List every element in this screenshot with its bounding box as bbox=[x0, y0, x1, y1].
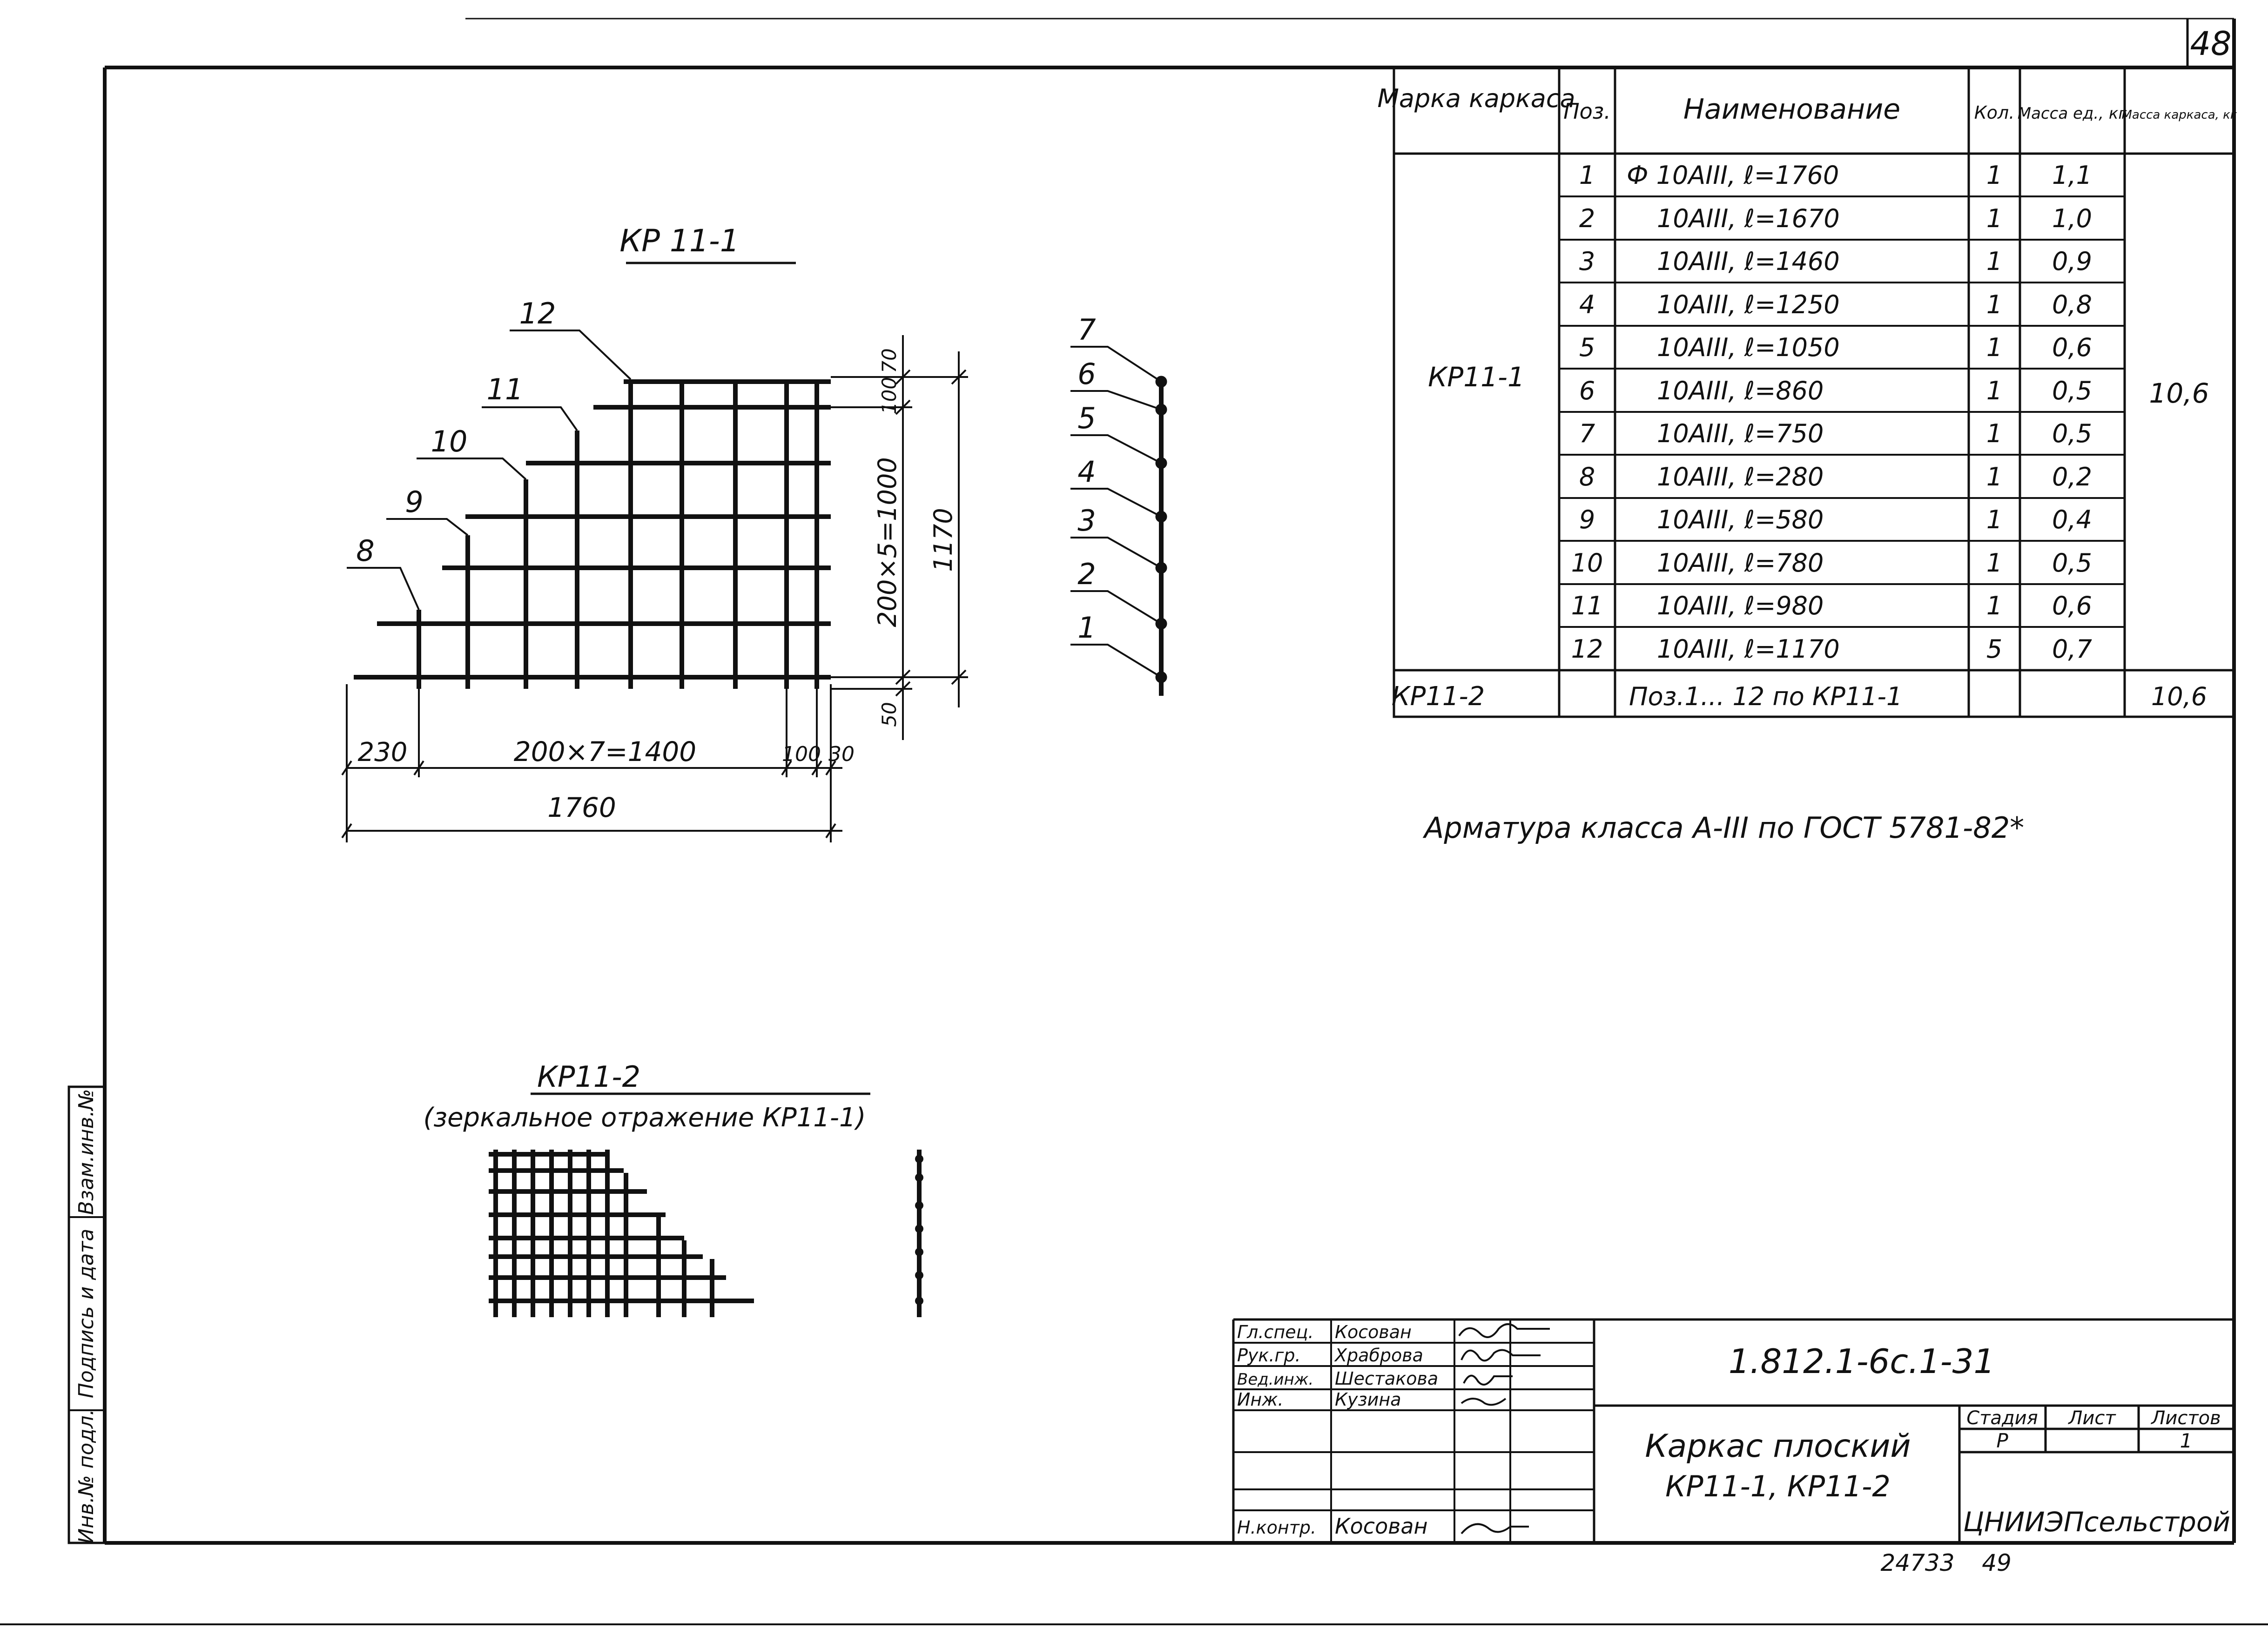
dim-right-b: 30 bbox=[828, 742, 855, 766]
stage-label: Стадия bbox=[1966, 1407, 2038, 1429]
header-mass-total: Масса каркаса, кг bbox=[2121, 108, 2237, 122]
inventory-number: 24733 bbox=[1880, 1549, 1955, 1576]
mass-total-kp11-1: 10,6 bbox=[2149, 377, 2209, 409]
mark-9: 9 bbox=[405, 485, 424, 519]
row-pos: 10 bbox=[1571, 548, 1603, 578]
header-pos: Поз. bbox=[1563, 99, 1611, 124]
dim-total-height: 1170 bbox=[929, 508, 958, 572]
mark-3: 3 bbox=[1077, 504, 1096, 538]
dim-span: 200×7=1400 bbox=[513, 736, 697, 767]
stage-value: Р bbox=[1996, 1429, 2008, 1452]
side-view-2 bbox=[915, 1150, 923, 1317]
dim-top-a: 70 bbox=[878, 348, 901, 373]
row-qty: 1 bbox=[1986, 505, 2003, 534]
side-stamp-signature: Подпись и дата bbox=[74, 1228, 98, 1399]
row-qty: 1 bbox=[1986, 204, 2003, 233]
row-kp11-2-name: Поз.1... 12 по КР11-1 bbox=[1629, 682, 1903, 711]
mark-kp11-1: КР11-1 bbox=[1428, 361, 1525, 393]
tb-name-4: Кузина bbox=[1335, 1389, 1401, 1410]
row-mass: 0,5 bbox=[2052, 419, 2092, 448]
mark-kp11-2: КР11-2 bbox=[1391, 681, 1485, 712]
spec-table bbox=[1377, 67, 2237, 717]
doc-code: 1.812.1-6с.1-31 bbox=[1728, 1342, 1995, 1381]
row-mass: 0,2 bbox=[2052, 462, 2092, 491]
mark-5: 5 bbox=[1077, 401, 1096, 435]
row-pos: 4 bbox=[1579, 290, 1595, 319]
row-qty: 5 bbox=[1986, 634, 2003, 664]
row-pos: 5 bbox=[1579, 333, 1595, 362]
title-line-2: КР11-1, КР11-2 bbox=[1665, 1469, 1891, 1503]
row-qty: 1 bbox=[1986, 333, 2003, 362]
mark-1: 1 bbox=[1077, 611, 1096, 645]
row-name: 10АIII, ℓ=280 bbox=[1657, 462, 1824, 491]
row-mass: 0,5 bbox=[2052, 376, 2092, 405]
row-pos: 6 bbox=[1579, 376, 1595, 405]
mark-4: 4 bbox=[1077, 455, 1096, 489]
row-qty: 1 bbox=[1986, 247, 2003, 276]
mark-6: 6 bbox=[1077, 357, 1096, 391]
tb-name-2: Храброва bbox=[1335, 1345, 1423, 1366]
row-name: 10АIII, ℓ=980 bbox=[1657, 591, 1824, 620]
row-mass: 0,8 bbox=[2052, 290, 2092, 319]
frame-drawing-kp11-2 bbox=[423, 1060, 923, 1317]
sheet-label: Лист bbox=[2068, 1407, 2116, 1429]
row-qty: 1 bbox=[1986, 376, 2003, 405]
row-qty: 1 bbox=[1986, 548, 2003, 578]
row-pos: 1 bbox=[1579, 161, 1595, 190]
mark-12: 12 bbox=[519, 296, 556, 330]
drawing2-subtitle: (зеркальное отражение КР11-1) bbox=[423, 1103, 866, 1133]
row-qty: 1 bbox=[1986, 591, 2003, 620]
rebar-mesh-2 bbox=[489, 1150, 754, 1317]
dim-vertical-span: 200×5=1000 bbox=[873, 457, 902, 627]
row-mass: 1,0 bbox=[2052, 204, 2092, 233]
mark-11: 11 bbox=[486, 372, 524, 406]
tb-name-3: Шестакова bbox=[1335, 1368, 1439, 1389]
row-mass: 0,9 bbox=[2052, 247, 2092, 276]
tb-role-3: Вед.инж. bbox=[1237, 1370, 1314, 1389]
title-line-1: Каркас плоский bbox=[1645, 1428, 1911, 1465]
tb-role-2: Рук.гр. bbox=[1237, 1345, 1301, 1366]
tb-name-1: Косован bbox=[1335, 1322, 1412, 1342]
side-stamp-inv: Инв.№ подл. bbox=[74, 1409, 98, 1544]
rebar-note: Арматура класса А-III по ГОСТ 5781-82* bbox=[1424, 811, 2025, 845]
row-pos: 9 bbox=[1579, 505, 1595, 534]
mark-7: 7 bbox=[1077, 313, 1096, 347]
row-name: 10АIII, ℓ=1670 bbox=[1657, 204, 1840, 233]
row-mass: 0,7 bbox=[2052, 634, 2092, 664]
row-name: 10АIII, ℓ=580 bbox=[1657, 505, 1824, 534]
tb-name-7: Косован bbox=[1335, 1514, 1428, 1539]
page-number: 48 bbox=[2190, 25, 2232, 63]
row-qty: 1 bbox=[1986, 161, 2003, 190]
row-name: 10АIII, ℓ=1460 bbox=[1657, 247, 1840, 276]
drawing1-title: КР 11-1 bbox=[619, 223, 740, 259]
row-name: 10АIII, ℓ=1050 bbox=[1657, 333, 1840, 362]
row-mass: 0,6 bbox=[2052, 333, 2092, 362]
row-qty: 1 bbox=[1986, 290, 2003, 319]
dim-total-width: 1760 bbox=[547, 792, 616, 823]
mass-total-kp11-2: 10,6 bbox=[2151, 682, 2207, 711]
dim-right-a: 100 bbox=[782, 742, 821, 766]
drawing2-title: КР11-2 bbox=[537, 1060, 641, 1094]
row-name: Ф 10АIII, ℓ=1760 bbox=[1627, 161, 1839, 190]
header-qty: Кол. bbox=[1974, 102, 2015, 123]
mark-8: 8 bbox=[356, 534, 375, 568]
rebar-mesh-1 bbox=[354, 379, 831, 689]
sheets-label: Листов bbox=[2151, 1407, 2221, 1429]
archive-number: 49 bbox=[1982, 1549, 2012, 1576]
row-mass: 0,4 bbox=[2052, 505, 2092, 534]
signatures bbox=[1459, 1324, 1550, 1534]
row-name: 10АIII, ℓ=750 bbox=[1657, 419, 1824, 448]
row-pos: 11 bbox=[1571, 591, 1603, 620]
mark-10: 10 bbox=[431, 424, 468, 458]
row-qty: 1 bbox=[1986, 419, 2003, 448]
row-pos: 8 bbox=[1579, 462, 1595, 491]
header-name: Наименование bbox=[1683, 93, 1901, 126]
spec-row-lines bbox=[1559, 196, 2125, 627]
row-mass: 1,1 bbox=[2052, 161, 2092, 190]
frame-drawing-kp11-1 bbox=[342, 223, 1167, 842]
title-block bbox=[1233, 1319, 2234, 1543]
row-qty: 1 bbox=[1986, 462, 2003, 491]
row-pos: 12 bbox=[1571, 634, 1603, 664]
row-mass: 0,6 bbox=[2052, 591, 2092, 620]
row-pos: 2 bbox=[1579, 204, 1595, 233]
tb-role-1: Гл.спец. bbox=[1237, 1322, 1314, 1342]
header-mass-unit: Масса ед., кг bbox=[2017, 104, 2127, 123]
header-mark: Марка каркаса bbox=[1377, 84, 1575, 113]
org-name: ЦНИИЭПсельстрой bbox=[1963, 1506, 2231, 1538]
row-name: 10АIII, ℓ=1170 bbox=[1657, 634, 1840, 664]
dim-bottom: 50 bbox=[878, 702, 901, 727]
row-name: 10АIII, ℓ=1250 bbox=[1657, 290, 1840, 319]
tb-role-4: Инж. bbox=[1237, 1389, 1284, 1410]
dim-top-b: 100 bbox=[878, 377, 901, 415]
sheets-value: 1 bbox=[2180, 1429, 2193, 1452]
row-pos: 7 bbox=[1579, 419, 1595, 448]
tb-role-7: Н.контр. bbox=[1237, 1517, 1317, 1538]
mark-2: 2 bbox=[1077, 557, 1096, 591]
row-mass: 0,5 bbox=[2052, 548, 2092, 578]
side-stamp-replace: Взам.инв.№ bbox=[74, 1089, 98, 1215]
row-name: 10АIII, ℓ=780 bbox=[1657, 548, 1824, 578]
row-pos: 3 bbox=[1579, 247, 1595, 276]
side-stamp bbox=[69, 1087, 105, 1544]
dim-left: 230 bbox=[357, 737, 408, 767]
row-name: 10АIII, ℓ=860 bbox=[1657, 376, 1824, 405]
